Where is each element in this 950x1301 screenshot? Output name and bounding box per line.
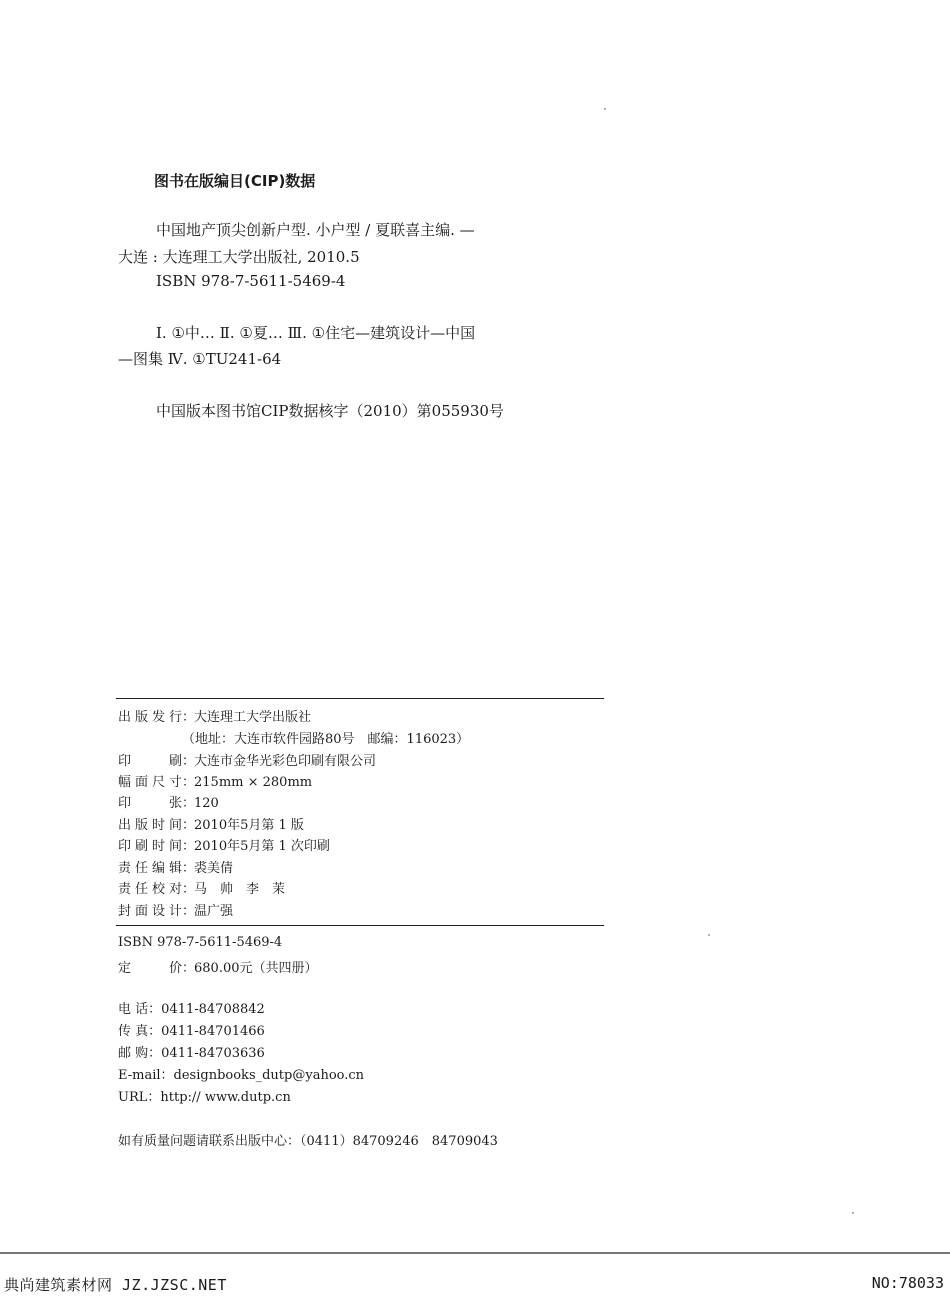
contact-label: E-mail bbox=[118, 1068, 161, 1083]
pub-value: 2010年5月第 1 次印刷 bbox=[194, 839, 330, 854]
contact-row: E-mail：designbooks_dutp@yahoo.cn bbox=[118, 1068, 365, 1083]
pub-value: 温广强 bbox=[194, 904, 234, 919]
pub-row: 印刷时间：2010年5月第 1 次印刷 bbox=[118, 835, 330, 854]
scan-speck bbox=[604, 108, 606, 110]
contact-label: URL bbox=[118, 1090, 148, 1105]
contact-row: 电 话：0411-84708842 bbox=[118, 1002, 265, 1017]
pub-label: 印 张 bbox=[118, 796, 182, 811]
scan-speck bbox=[852, 1212, 854, 1214]
pub-label: 责任校对 bbox=[118, 882, 182, 897]
cip-line-record-number: 中国版本图书馆CIP数据核字（2010）第055930号 bbox=[156, 402, 504, 420]
pub-row: 幅面尺寸：215mm × 280mm bbox=[118, 771, 312, 790]
pub-label: 出版发行 bbox=[118, 710, 182, 725]
top-divider bbox=[116, 698, 604, 699]
quality-note: 如有质量问题请联系出版中心：（0411）84709246 84709043 bbox=[118, 1134, 498, 1149]
pub-label: 幅面尺寸 bbox=[118, 775, 182, 790]
contact-value: 0411-84703636 bbox=[161, 1046, 265, 1061]
pub-row: 封面设计：温广强 bbox=[118, 900, 233, 919]
contact-row: URL：http:// www.dutp.cn bbox=[118, 1090, 291, 1105]
pub-value: 马 帅 李 茉 bbox=[194, 882, 286, 897]
watermark-text: 典尚建筑素材网 JZ.JZSC.NET bbox=[4, 1276, 227, 1294]
pub-row: 印 刷：大连市金华光彩色印刷有限公司 bbox=[118, 750, 376, 769]
cip-line-classification: —图集 Ⅳ. ①TU241-64 bbox=[118, 350, 282, 368]
cip-line-subject: Ⅰ. ①中… Ⅱ. ①夏… Ⅲ. ①住宅—建筑设计—中国 bbox=[156, 324, 476, 342]
pub-label: 出版时间 bbox=[118, 818, 182, 833]
cip-heading: 图书在版编目(CIP)数据 bbox=[154, 172, 316, 190]
contact-row: 传 真：0411-84701466 bbox=[118, 1024, 265, 1039]
pub-value: 大连理工大学出版社 bbox=[194, 710, 312, 725]
pub-row: 出版时间：2010年5月第 1 版 bbox=[118, 814, 304, 833]
pub-value: 裘美倩 bbox=[194, 861, 234, 876]
contact-label: 电 话 bbox=[118, 1002, 149, 1017]
email-value: designbooks_dutp@yahoo.cn bbox=[173, 1068, 365, 1083]
scan-speck bbox=[708, 934, 710, 936]
bottom-divider bbox=[116, 925, 604, 926]
pub-row: 责任校对：马 帅 李 茉 bbox=[118, 878, 285, 897]
contact-value: 0411-84701466 bbox=[161, 1024, 265, 1039]
price-label: 定 价 bbox=[118, 961, 182, 976]
contact-label: 邮 购 bbox=[118, 1046, 149, 1061]
pub-value: 120 bbox=[194, 796, 219, 811]
pub-row: 印 张：120 bbox=[118, 792, 219, 811]
contact-row: 邮 购：0411-84703636 bbox=[118, 1046, 265, 1061]
url-value: http:// www.dutp.cn bbox=[160, 1090, 291, 1105]
document-number: NO:78033 bbox=[871, 1274, 944, 1292]
pub-label: 印刷时间 bbox=[118, 839, 182, 854]
cip-line-publisher: 大连 : 大连理工大学出版社, 2010.5 bbox=[118, 248, 360, 266]
footer-divider bbox=[0, 1252, 950, 1254]
cip-line-title: 中国地产顶尖创新户型. 小户型 / 夏联喜主编. — bbox=[156, 221, 475, 239]
pub-label: 封面设计 bbox=[118, 904, 182, 919]
pub-row bbox=[182, 728, 469, 747]
contact-label: 传 真 bbox=[118, 1024, 149, 1039]
pub-value: 大连市金华光彩色印刷有限公司 bbox=[194, 754, 377, 769]
contact-value: 0411-84708842 bbox=[161, 1002, 265, 1017]
pub-row: 责任编辑：裘美倩 bbox=[118, 857, 233, 876]
isbn-line: ISBN 978-7-5611-5469-4 bbox=[118, 935, 283, 950]
price-row: 定 价：680.00元（共四册） bbox=[118, 957, 318, 976]
pub-label: 责任编辑 bbox=[118, 861, 182, 876]
pub-label: 印 刷 bbox=[118, 754, 182, 769]
pub-value: 215mm × 280mm bbox=[194, 775, 313, 790]
cip-line-isbn: ISBN 978-7-5611-5469-4 bbox=[156, 272, 346, 290]
pub-row: 出版发行：大连理工大学出版社 bbox=[118, 706, 311, 725]
price-value: 680.00元（共四册） bbox=[194, 961, 318, 976]
pub-value: 2010年5月第 1 版 bbox=[194, 818, 304, 833]
pub-address: （地址：大连市软件园路80号 邮编：116023） bbox=[182, 732, 470, 747]
